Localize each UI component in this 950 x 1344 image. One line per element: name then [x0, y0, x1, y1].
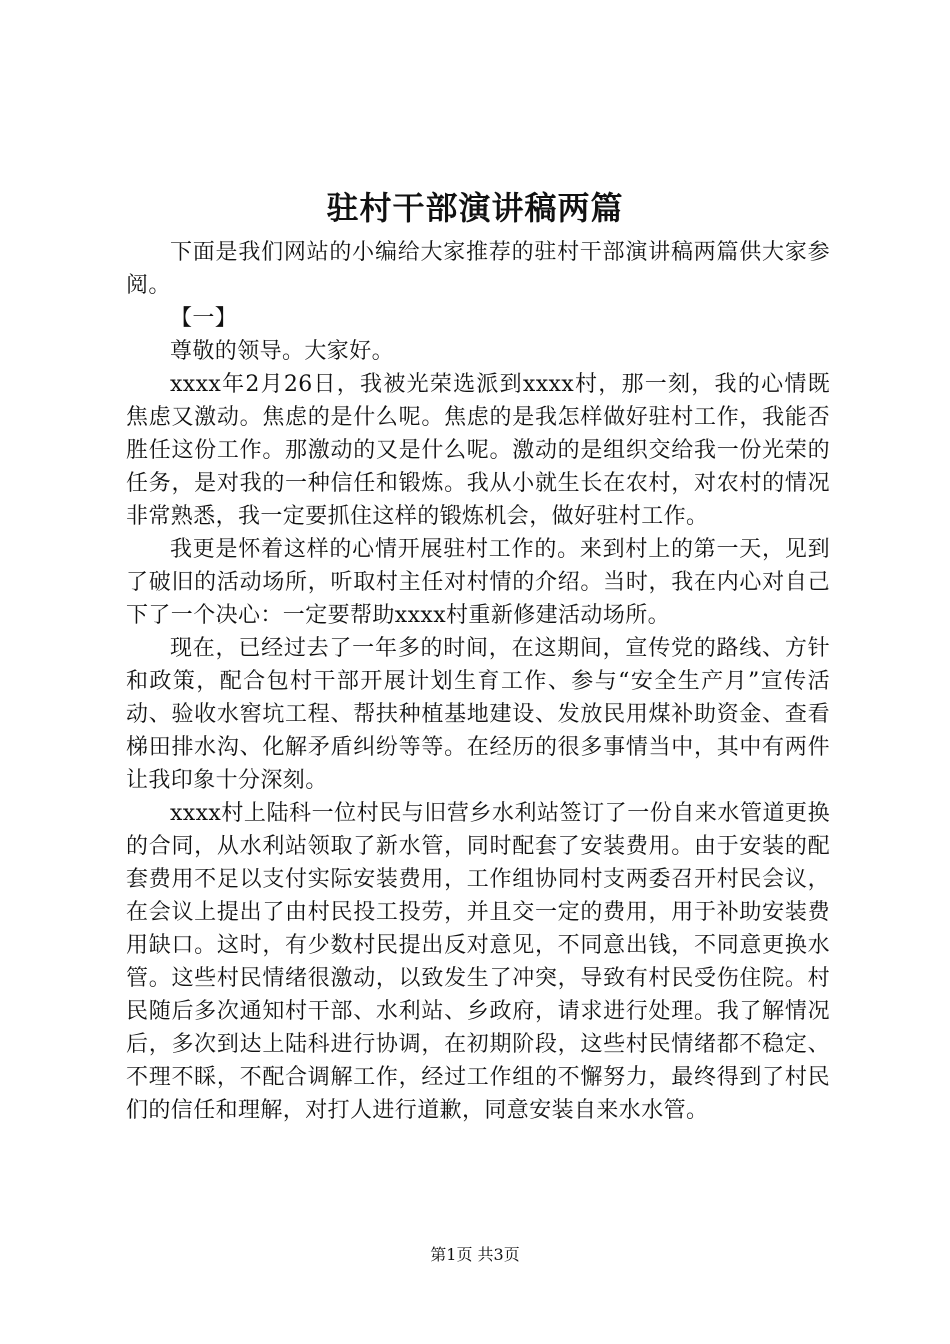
intro-paragraph: 下面是我们网站的小编给大家推荐的驻村干部演讲稿两篇供大家参阅。	[126, 240, 830, 298]
body-paragraph: 现在，已经过去了一年多的时间，在这期间，宣传党的路线、方针和政策，配合包村干部开展计划生育工作、参与“安全生产月”宣传活动、验收水窖坑工程、帮扶种植基地建设、发放民用煤补助资金、查看梯田排水沟、化解矛盾纠纷等等。在经历的很多事情当中，其中有两件让我印象十分深刻。	[126, 636, 830, 793]
salutation-paragraph: 尊敬的领导。大家好。	[170, 339, 395, 364]
body-paragraph: xxxx村上陆科一位村民与旧营乡水利站签订了一份自来水管道更换的合同，从水利站领取了新水管，同时配套了安装费用。由于安装的配套费用不足以支付实际安装费用，工作组协同村支两委召开村民会议，在会议上提出了由村民投工投劳，并且交一定的费用，用于补助安装费用缺口。这时，有少数村民提出反对意见，不同意出钱，不同意更换水管。这些村民情绪很激动，以致发生了冲突，导致有村民受伤住院。村民随后多次通知村干部、水利站、乡政府，请求进行处理。我了解情况后，多次到达上陆科进行协调，在初期阶段，这些村民情绪都不稳定、不理不睬，不配合调解工作，经过工作组的不懈努力，最终得到了村民们的信任和理解，对打人进行道歉，同意安装自来水水管。	[126, 801, 830, 1123]
body-paragraph: xxxx年2月26日，我被光荣选派到xxxx村，那一刻，我的心情既焦虑又激动。焦虑的是什么呢。焦虑的是我怎样做好驻村工作，我能否胜任这份工作。那激动的又是什么呢。激动的是组织交给我一份光荣的任务，是对我的一种信任和锻炼。我从小就生长在农村，对农村的情况非常熟悉，我一定要抓住这样的锻炼机会，做好驻村工作。	[126, 372, 830, 529]
section-heading-one: 【一】	[170, 306, 238, 331]
page-number-footer: 第1页 共3页	[430, 1245, 520, 1264]
document-title: 驻村干部演讲稿两篇	[326, 189, 624, 227]
body-paragraph: 我更是怀着这样的心情开展驻村工作的。来到村上的第一天，见到了破旧的活动场所，听取村主任对村情的介绍。当时，我在内心对自己下了一个决心：一定要帮助xxxx村重新修建活动场所。	[126, 537, 830, 628]
document-body	[126, 236, 830, 1127]
